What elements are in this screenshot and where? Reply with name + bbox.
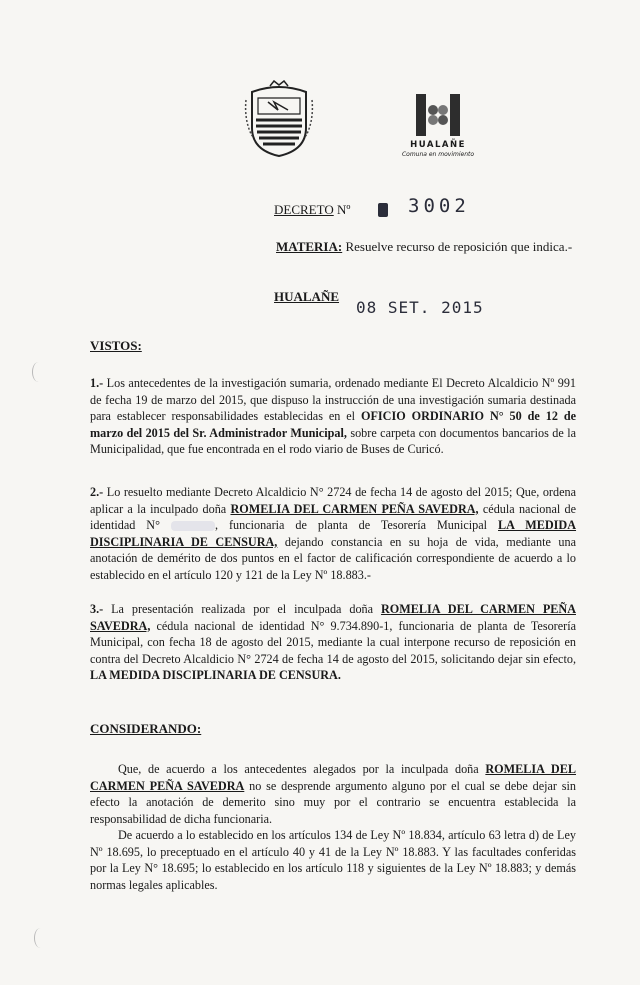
vistos-paragraph-1	[90, 375, 576, 458]
considerando-paragraph-2	[90, 827, 576, 893]
paragraph-text: no se desprende argumento alguno por el cual se debe dejar sin efecto la anotación de demerito sino muy por el contrario se encuentra establecida la responsabilidad de dicha funcionaria.	[90, 778, 576, 826]
paragraph-text: , funcionaria de planta de Tesorería Municipal	[214, 518, 488, 533]
paragraph-text: Los antecedentes de la investigación sumaria, ordenado mediante El Decreto Alcaldicio Nº 991 de fecha 19 de marzo del 2015, que dispuso la instrucción de una investigación sumaria destinada para establecer responsabilidades establecidas en el	[90, 376, 577, 424]
disciplinary-measure: LA MEDIDA DISCIPLINARIA DE CENSURA.	[90, 668, 341, 683]
person-name: ROMELIA DEL CARMEN PEÑA SAVEDRA	[90, 762, 576, 793]
materia-text: Resuelve recurso de reposición que indica.-	[345, 239, 573, 254]
hualane-h-logo-icon	[406, 92, 470, 138]
disciplinary-measure: LA MEDIDA DISCIPLINARIA DE CENSURA,	[90, 518, 577, 549]
vistos-heading: VISTOS:	[90, 338, 142, 353]
person-name: ROMELIA DEL CARMEN PEÑA SAVEDRA,	[230, 501, 479, 516]
paragraph-text: cédula nacional de identidad N° 9.734.890-1, funcionaria de planta de Tesorería Municipal, con fecha 18 de agosto del 2015, mediante la cual interpone recurso de reposición en contra del Decreto Alcaldicio N° 2724 de fecha 14 de agosto del 2015, solicitando dejar sin efecto,	[90, 618, 577, 666]
redacted-id	[171, 521, 215, 531]
paragraph-number: 3.-	[90, 602, 104, 616]
vistos-paragraph-2	[90, 484, 576, 584]
person-name: ROMELIA DEL CARMEN PEÑA SAVEDRA,	[90, 602, 576, 633]
margin-mark	[34, 928, 47, 948]
paragraph-text: Que, de acuerdo a los antecedentes alegados por la inculpada doña	[118, 762, 479, 776]
margin-mark	[32, 362, 45, 382]
paragraph-number: 1.-	[90, 376, 104, 390]
paragraph-text: dejando constancia en su hoja de vida, mediante una anotación de demérito de dos puntos en el factor de calificación correspondiente de acuerdo a lo establecido en el artículo 120 y 121 de la Ley Nº 18.883.-	[90, 534, 576, 582]
paragraph-number: 2.-	[90, 485, 104, 499]
paragraph-text: De acuerdo a lo establecido en los artículos 134 de Ley Nº 18.834, artículo 63 letra d) de Ley Nº 18.695, lo preceptuado en el artículo 40 y 41 de la Ley Nº 18.883. Y las facultades conferidas por la Ley N° 18.695; lo establecido en los artículo 118 y siguientes de la Ley Nº 18.883; y demás normas legales aplicables.	[90, 828, 576, 892]
paragraph-text: La presentación realizada por el inculpada doña	[111, 602, 374, 616]
decreto-word: DECRETO	[274, 202, 334, 217]
hualane-brand-logo	[398, 92, 478, 158]
brand-tagline: Comuna en movimiento	[401, 151, 475, 158]
considerando-paragraph-1	[90, 761, 576, 827]
paragraph-text: cédula nacional de identidad N°	[90, 501, 577, 533]
stamp-ink-mark-icon	[376, 200, 390, 220]
materia-label: MATERIA:	[276, 239, 343, 254]
vistos-paragraph-3	[90, 601, 576, 684]
place-name: HUALAÑE	[274, 289, 340, 304]
date-stamp: 08 SET. 2015	[356, 298, 484, 317]
brand-name: HUALAÑE	[410, 140, 466, 150]
oficio-reference: OFICIO ORDINARIO N° 50 de 12 de marzo del 2015 del Sr. Administrador Municipal,	[90, 409, 577, 440]
decreto-label	[274, 202, 350, 218]
decreto-number-sign: Nº	[336, 202, 351, 217]
materia-block	[276, 238, 576, 256]
decreto-number-stamp: 3002	[408, 195, 470, 217]
municipal-crest-emblem	[244, 80, 314, 158]
considerando-heading: CONSIDERANDO:	[90, 721, 202, 736]
paragraph-text: Lo resuelto mediante Decreto Alcaldicio N° 2724 de fecha 14 de agosto del 2015; Que, ordena aplicar a la inculpado doña	[90, 485, 576, 516]
paragraph-text: sobre carpeta con documentos bancarios de la Municipalidad, que fue encontrada en el rodo viario de Buses de Curicó.	[90, 425, 576, 457]
